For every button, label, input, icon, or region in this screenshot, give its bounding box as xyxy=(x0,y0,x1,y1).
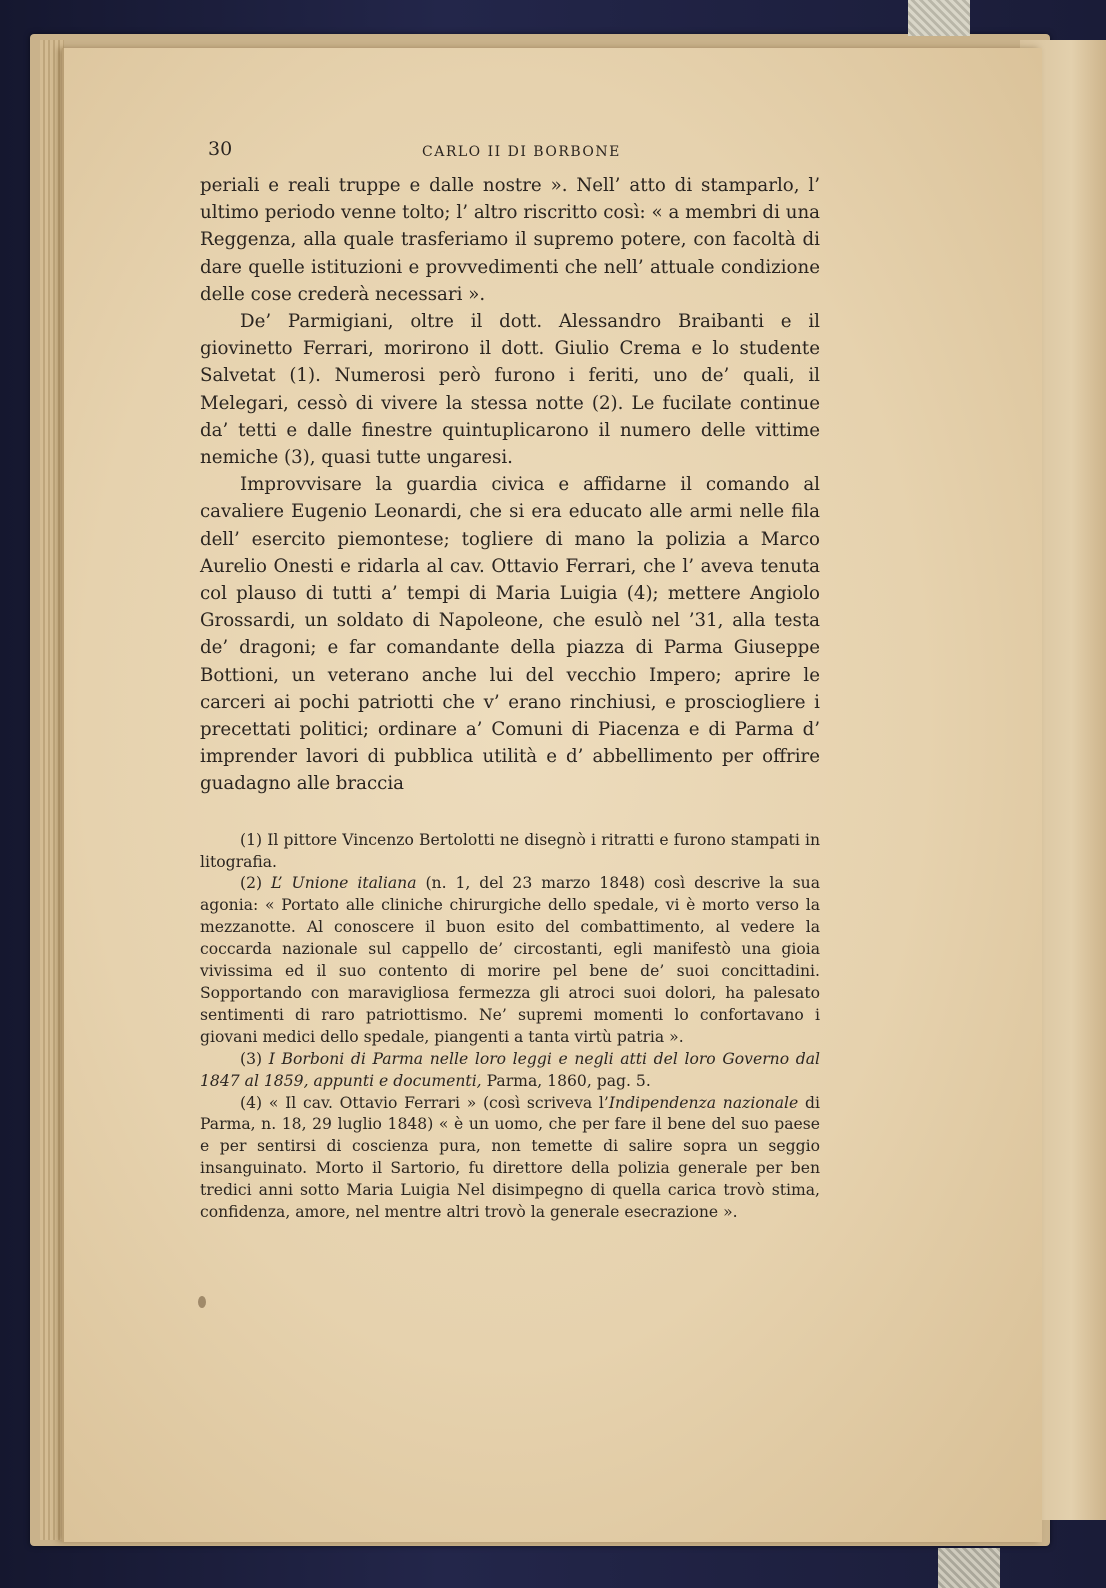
footnote-source-title: Indipendenza nazionale xyxy=(608,1093,799,1112)
paper-stain xyxy=(198,1296,206,1308)
running-title: CARLO II DI BORBONE xyxy=(422,144,621,160)
footnote-source-title: L’ Unione italiana xyxy=(271,874,417,893)
footnote-text: (n. 1, del 23 marzo 1848) così descrive la sua agonia: « Portato alle cliniche chirurgiche dello spedale, vi è morto verso la mezzanotte. Al conoscere il buon esito del combattimento, al vedere la coccarda nazionale sul cappello de’ circostanti, egli manifestò una gioia vivissima ed il suo contento di morire pel bene de’ suoi concittadini. Sopportando con maravigliosa fermezza gli atroci suoi dolori, ha palesato sentimenti di raro patriottismo. Ne’ supremi momenti lo confortavano i giovani medici dello spedale, piangenti a tanta virtù patria ». xyxy=(200,874,820,1046)
footnote-2 xyxy=(200,873,820,1048)
page-number: 30 xyxy=(208,138,233,160)
binding-tape-top xyxy=(908,0,970,36)
binding-tape-bottom xyxy=(938,1548,1000,1588)
paragraph: De’ Parmigiani, oltre il dott. Alessandro Braibanti e il giovinetto Ferrari, morirono il dott. Giulio Crema e lo studente Salvetat (1). Numerosi però furono i feriti, uno de’ quali, il Melegari, cessò di vivere la stessa notte (2). Le fucilate continue da’ tetti e dalle finestre quintuplicarono il numero delle vittime nemiche (3), quasi tutte ungaresi. xyxy=(200,311,820,469)
paragraph: periali e reali truppe e dalle nostre ». Nell’ atto di stamparlo, l’ ultimo periodo venne tolto; l’ altro riscritto così: « a membri di una Reggenza, alla quale trasferiamo il supremo potere, con facoltà di dare quelle istituzioni e provvedimenti che nell’ attuale condizione delle cose crederà necessari ». xyxy=(200,175,820,305)
footnote-marker: (4) xyxy=(240,1093,263,1112)
footnotes xyxy=(200,830,820,1224)
main-text xyxy=(200,172,820,798)
paragraph: Improvvisare la guardia civica e affidarne il comando al cavaliere Eugenio Leonardi, che si era educato alle armi nelle fila dell’ esercito piemontese; togliere di mano la polizia a Marco Aurelio Onesti e ridarla al cav. Ottavio Ferrari, che l’ aveva tenuta col plauso di tutti a’ tempi di Maria Luigia (4); mettere Angiolo Grossardi, un soldato di Napoleone, che esulò nel ’31, alla testa de’ dragoni; e far comandante della piazza di Parma Giuseppe Bottioni, un veterano anche lui del vecchio Impero; aprire le carceri ai pochi patriotti che v’ erano rinchiusi, e prosciogliere i precettati politici; ordinare a’ Comuni di Piacenza e di Parma d’ imprender lavori di pubblica utilità e d’ abbellimento per offrire guadagno alle braccia xyxy=(200,474,820,795)
footnote-4 xyxy=(200,1093,820,1224)
footnote-text: « Il cav. Ottavio Ferrari » (così scriveva l’ xyxy=(268,1093,609,1112)
footnote-marker: (1) xyxy=(240,830,263,849)
page-header xyxy=(200,138,820,168)
footnote-text: di Parma, n. 18, 29 luglio 1848) « è un uomo, che per fare il bene del suo paese e per sentirsi di coscienza pura, non temette di salire sopra un seggio insanguinato. Morto il Sartorio, fu direttore della polizia generale per ben tredici anni sotto Maria Luigia Nel disimpegno di quella carica trovò stima, confidenza, amore, nel mentre altri trovò la generale esecrazione ». xyxy=(200,1093,820,1222)
footnote-marker: (3) xyxy=(240,1049,263,1068)
stacked-page-edges xyxy=(40,40,64,1540)
footnote-source-title: I Borboni di Parma nelle loro leggi e negli atti del loro Governo dal 1847 al 1859, appunti e documenti, xyxy=(200,1049,820,1090)
footnote-1 xyxy=(200,830,820,874)
footnote-3 xyxy=(200,1049,820,1093)
page-text xyxy=(200,130,820,1224)
footnote-text: Parma, 1860, pag. 5. xyxy=(486,1071,651,1090)
footnote-text: Il pittore Vincenzo Bertolotti ne disegnò i ritratti e furono stampati in litografia. xyxy=(200,830,820,871)
footnote-marker: (2) xyxy=(240,874,263,893)
